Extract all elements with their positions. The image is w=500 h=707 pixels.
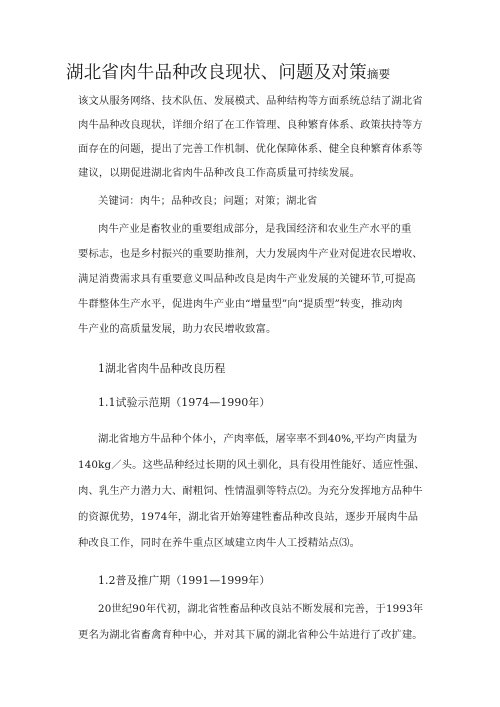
body-line: 种改良工作，同时在养牛重点区域建立肉牛人工授精站点⑶。	[78, 537, 361, 549]
body-line: 的资源优势，1974年，湖北省开始筹建牲畜品种改良站，逐步开展肉牛品	[78, 511, 419, 523]
body-line: 肉、乳生产力潜力大、耐粗饲、性情温驯等特点⑵。为充分发挥地方品种牛	[78, 485, 423, 497]
document-title-line	[66, 60, 446, 87]
intro-line: 牛群整体生产水平，促进肉牛产业由“增量型”向“提质型”转变，推动肉	[78, 298, 403, 310]
subsection-heading: 1.2普及推广期（1991—1999年）	[98, 574, 271, 587]
subsection-heading: 1.1试验示范期（1974—1990年）	[98, 396, 271, 409]
section-heading: 1湖北省肉牛品种改良历程	[98, 362, 226, 375]
keywords: 关键词：肉牛；品种改良；问题；对策；湖北省	[98, 195, 318, 207]
abstract-line: 该文从服务网络、技术队伍、发展模式、品种结构等方面系统总结了湖北省	[78, 95, 423, 107]
body-line: 20世纪90年代初，湖北省牲畜品种改良站不断发展和完善，于1993年	[98, 603, 424, 615]
body-line: 湖北省地方牛品种个体小，产肉率低，屠宰率不到40%,平均产肉量为	[98, 433, 418, 445]
abstract-line: 面存在的问题，提出了完善工作机制、优化保障体系、健全良种繁育体系等	[78, 143, 423, 155]
document-title: 湖北省肉牛品种改良现状、问题及对策	[66, 63, 367, 83]
abstract-label: 摘要	[366, 67, 391, 81]
intro-line: 牛产业的高质量发展，助力农民增收致富。	[78, 323, 277, 335]
abstract-line: 建议，以期促进湖北省肉牛品种改良工作高质量可持续发展。	[78, 167, 361, 179]
intro-line: 肉牛产业是畜牧业的重要组成部分，是我国经济和农业生产水平的重	[98, 223, 412, 235]
intro-line: 满足消费需求具有重要意义叫品种改良是肉牛产业发展的关键环节,可提高	[78, 273, 416, 285]
abstract-line: 肉牛品种改良现状，详细介绍了在工作管理、良种繁育体系、政策扶持等方	[78, 119, 423, 131]
intro-line: 要标志，也是乡村振兴的重要助推剂，大力发展肉牛产业对促进农民增收、	[78, 248, 423, 260]
body-line: 更名为湖北省畜禽育种中心，并对其下属的湖北省种公牛站进行了改扩建。	[78, 629, 423, 641]
body-line: 140kg／头。这些品种经过长期的风土驯化，具有役用性能好、适应性强、	[78, 459, 425, 471]
